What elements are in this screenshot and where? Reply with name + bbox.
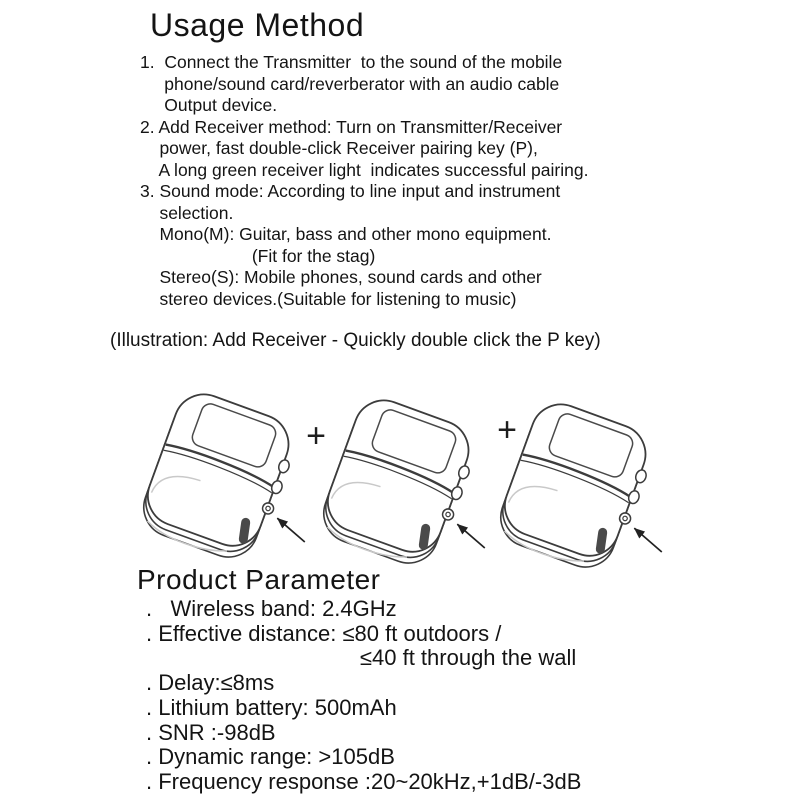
usage-line-3: Output device. [140,95,278,115]
parameter-frequency-response: . Frequency response :20~20kHz,+1dB/-3dB [146,768,582,794]
product-parameters [146,597,581,795]
usage-line-12: stereo devices.(Suitable for listening to music) [140,288,517,309]
usage-line-10: (Fit for the stag) [140,245,376,266]
product-parameter-title: Product Parameter [137,564,381,595]
wireless-device-icon [315,392,521,583]
usage-line-6: A long green receiver light indicates successful pairing. [140,159,589,180]
plus-icon: + [497,411,517,449]
parameter-wireless-band: . Wireless band: 2.4GHz [146,596,397,621]
pairing-key-arrow-icon [453,524,489,548]
usage-line-4: 2. Add Receiver method: Turn on Transmitter/Receiver [140,116,563,137]
plus-icon: + [306,417,326,455]
wireless-device-icon [135,386,341,582]
wireless-device-icon [492,396,698,583]
usage-line-8: selection. [140,202,234,223]
usage-line-11: Stereo(S): Mobile phones, sound cards and other [140,267,542,287]
parameter-delay: . Delay:≤8ms [146,670,275,696]
pairing-illustration [0,363,800,583]
parameter-snr: . SNR :-98dB [146,719,276,745]
usage-line-2: phone/sound card/reverberator with an audio cable [140,73,560,94]
parameter-effective-distance: . Effective distance: ≤80 ft outdoors / [146,620,502,646]
usage-line-9: Mono(M): Guitar, bass and other mono equipment. [140,224,552,244]
illustration-caption: (Illustration: Add Receiver - Quickly double click the P key) [110,330,601,351]
parameter-lithium-battery: . Lithium battery: 500mAh [146,694,397,720]
usage-method-title: Usage Method [150,7,365,43]
parameter-dynamic-range: . Dynamic range: >105dB [146,744,395,770]
usage-line-5: power, fast double-click Receiver pairing key (P), [140,138,538,158]
pairing-key-arrow-icon [273,518,309,542]
usage-instructions [140,52,588,310]
pairing-key-arrow-icon [630,528,666,552]
usage-line-7: 3. Sound mode: According to line input and instrument [140,181,561,201]
usage-line-1: 1. Connect the Transmitter to the sound of the mobile [140,52,563,72]
parameter-effective-distance-cont: ≤40 ft through the wall [146,645,577,671]
